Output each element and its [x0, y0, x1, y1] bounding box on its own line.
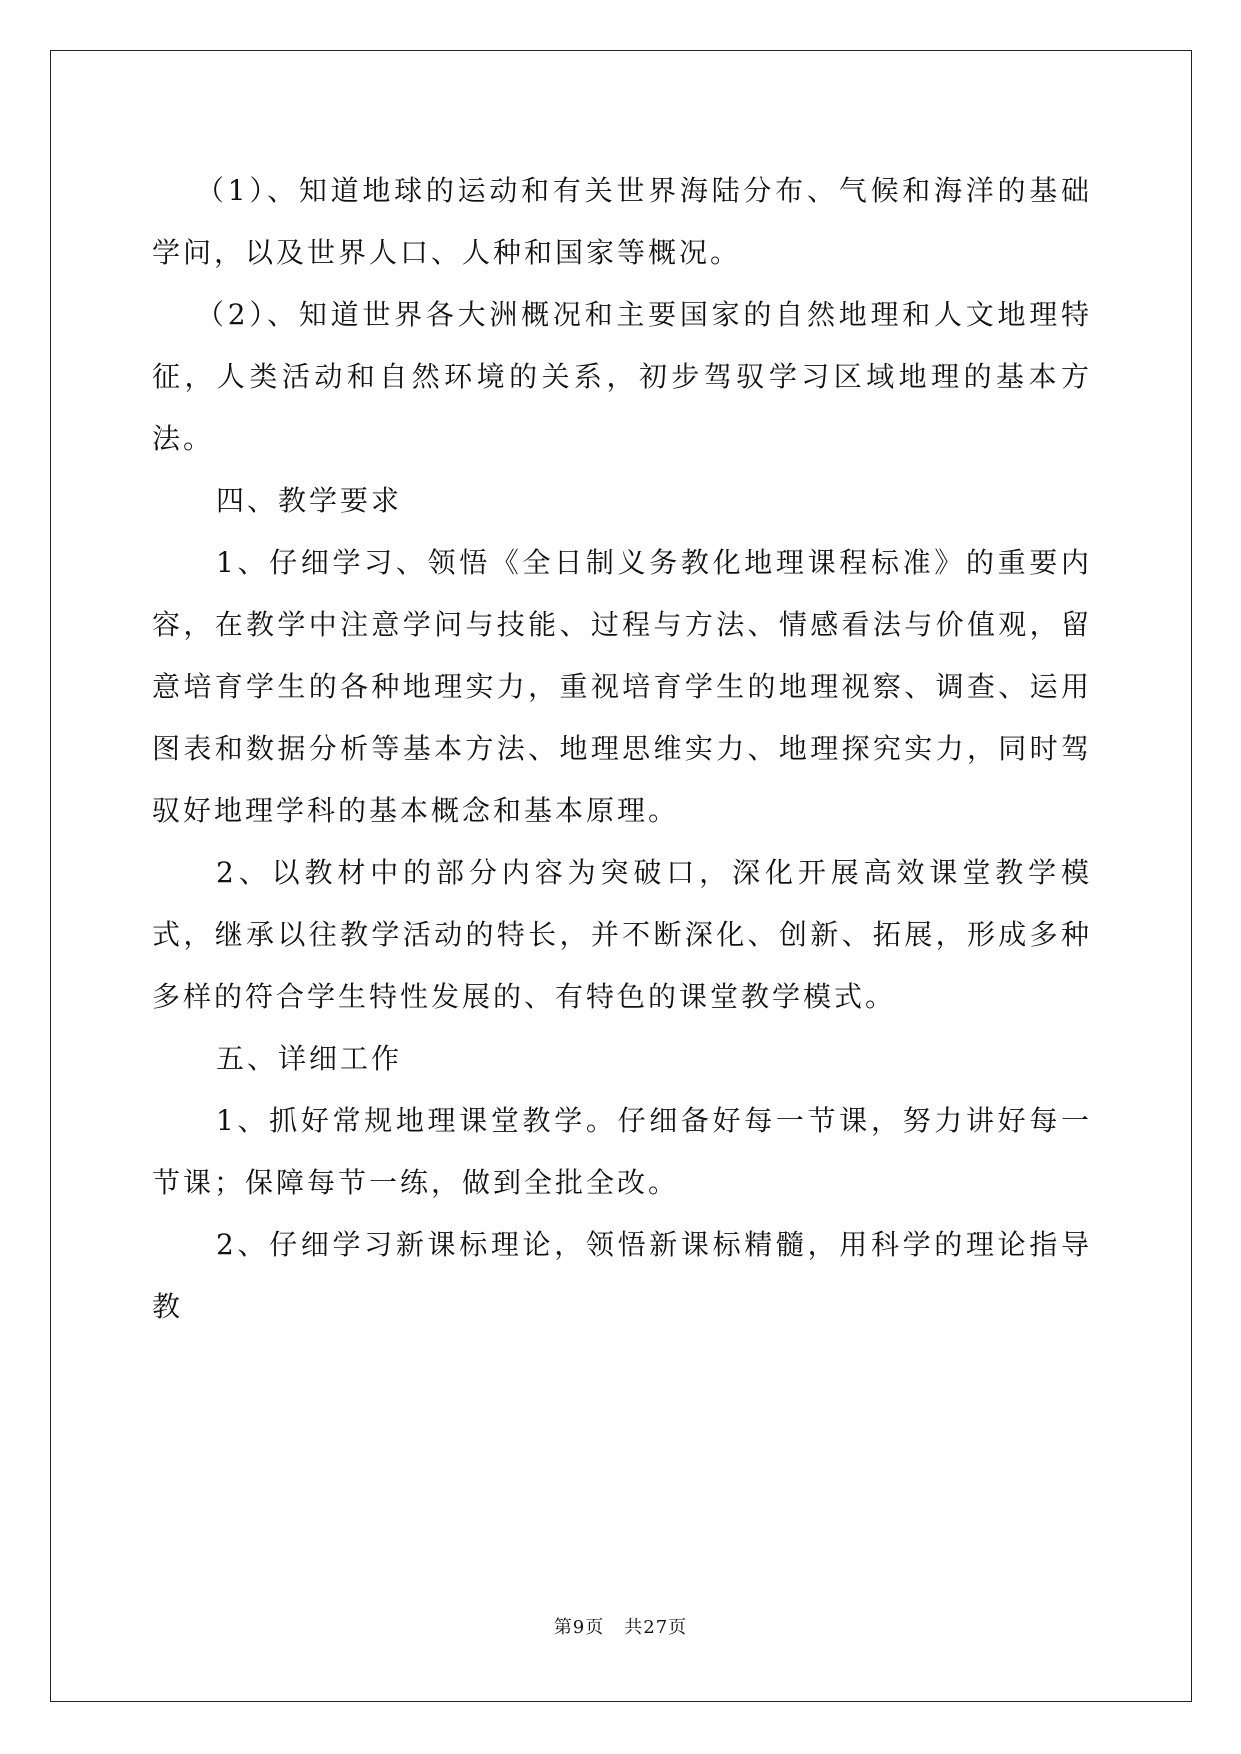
paragraph-6: 2、仔细学习新课标理论，领悟新课标精髓，用科学的理论指导教 [152, 1228, 1092, 1323]
page-total: 共27页 [624, 1617, 688, 1638]
paragraph-5: 1、抓好常规地理课堂教学。仔细备好每一节课，努力讲好每一节课；保障每节一练，做到全批全改。 [152, 1104, 1092, 1199]
page-number: 第9页 [553, 1617, 605, 1638]
paragraph-4: 2、以教材中的部分内容为突破口，深化开展高效课堂教学模式，继承以往教学活动的特长，并不断深化、创新、拓展，形成多种多样的符合学生特性发展的、有特色的课堂教学模式。 [152, 856, 1092, 1013]
section-heading-4: 四、教学要求 [216, 484, 403, 517]
page-footer [0, 1613, 1241, 1639]
paragraph-3: 1、仔细学习、领悟《全日制义务教化地理课程标准》的重要内容，在教学中注意学问与技能、过程与方法、情感看法与价值观，留意培育学生的各种地理实力，重视培育学生的地理视察、调查、运用图表和数据分析等基本方法、地理思维实力、地理探究实力，同时驾驭好地理学科的基本概念和基本原理。 [152, 546, 1092, 827]
section-heading-5: 五、详细工作 [216, 1042, 403, 1075]
paragraph-1: （1）、知道地球的运动和有关世界海陆分布、气候和海洋的基础学问，以及世界人口、人种和国家等概况。 [152, 174, 1092, 269]
document-body [152, 160, 1092, 1338]
paragraph-2: （2）、知道世界各大洲概况和主要国家的自然地理和人文地理特征，人类活动和自然环境的关系，初步驾驭学习区域地理的基本方法。 [152, 298, 1092, 455]
